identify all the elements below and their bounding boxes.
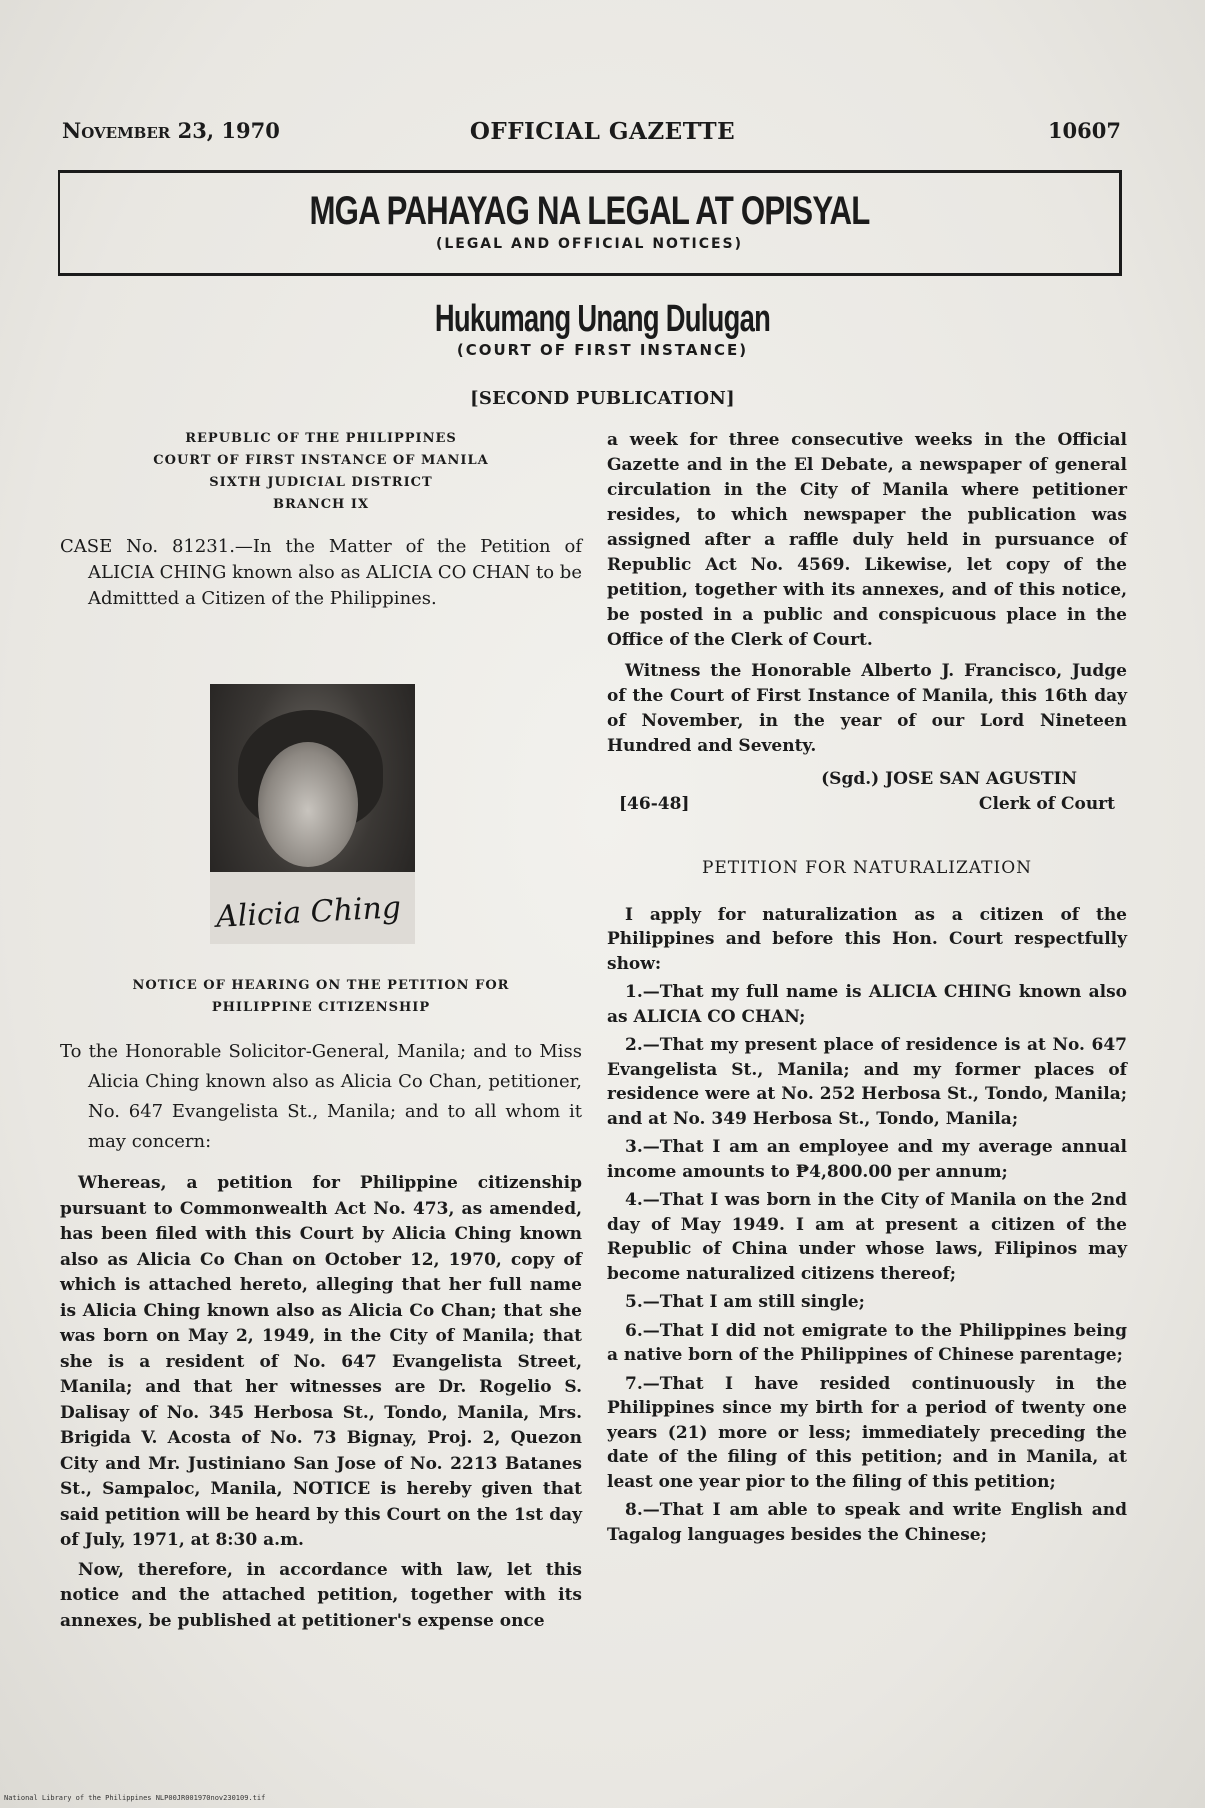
notice-continuation: a week for three consecutive weeks in the Official Gazette and in the El Debate, a newspaper of general circulation in the City of Manila where petitioner resides, to which newspaper the publication was assigned after a raffle duly held in pursuance of Republic Act No. 4569. Likewise, let copy of the petition, together with its annexes, and of this notice, be posted in a public and conspicuous place in the Office of the Clerk of Court. [607,430,1127,650]
petition-item: 2.—That my present place of residence is at No. 647 Evangelista St., Manila; and my former places of residence were at No. 252 Herbosa St., Tondo, Manila; and at No. 349 Herbosa St., Tondo, Manila; [607,1035,1127,1129]
scan-footer: National Library of the Philippines NLP00JR001970nov230109.tif [4,1794,266,1802]
publication-note: [SECOND PUBLICATION] [470,388,735,409]
notice-address: To the Honorable Solicitor-General, Manila; and to Miss Alicia Ching known also as Alicia Co Chan, petitioner, No. 647 Evangelista St., Manila; and to all whom it may concern: [60,1041,582,1152]
publication-title: OFFICIAL GAZETTE [469,118,736,145]
petition-item: 1.—That my full name is ALICIA CHING known also as ALICIA CO CHAN; [607,982,1127,1027]
clerk-title: Clerk of Court [978,793,1115,814]
issue-date: November 23, 1970 [62,118,280,143]
court-heading [0,298,1205,359]
notice-heading-line: NOTICE OF HEARING ON THE PETITION FOR [132,978,510,993]
now-therefore-paragraph: Now, therefore, in accordance with law, let this notice and the attached petition, together with its annexes, be published at petitioner's expense once [60,1559,582,1631]
court-subtitle: (COURT OF FIRST INSTANCE) [456,341,749,359]
notice-heading-line: PHILIPPINE CITIZENSHIP [211,1000,431,1015]
whereas-paragraph: Whereas, a petition for Philippine citizenship pursuant to Commonwealth Act No. 473, as amended, has been filed with this Court by Alicia Ching known also as Alicia Co Chan on October 12, 1970, copy of which is attached hereto, alleging that her full name is Alicia Ching known also as Alicia Co Chan; that she was born on May 2, 1949, in the City of Manila; that she is a resident of No. 647 Evangelista Street, Manila; and that her witnesses are Dr. Rogelio S. Dalisay of No. 345 Herbosa St., Tondo, Manila, Mrs. Brigida V. Acosta of No. 73 Bignay, Proj. 2, Quezon City and Mr. Justiniano San Jose of No. 2213 Batanes St., Sampaloc, Manila, NOTICE is hereby given that said petition will be heard by this Court on the 1st day of July, 1971, at 8:30 a.m. [60,1173,582,1550]
petition-heading: PETITION FOR NATURALIZATION [701,858,1033,878]
banner-title: MGA PAHAYAG NA LEGAL AT OPISYAL [309,189,870,233]
reference-number: [46-48] [619,793,690,814]
section-banner [58,170,1122,276]
caption-line: BRANCH IX [272,497,370,512]
caption-line: REPUBLIC OF THE PHILIPPINES [185,431,457,446]
right-column [607,428,1127,1547]
signatory: (Sgd.) JOSE SAN AGUSTIN [821,769,1077,789]
page-number: 10607 [1047,118,1121,143]
petition-item: 3.—That I am an employee and my average annual income amounts to ₱4,800.00 per annum; [607,1137,1127,1182]
petitioner-signature: Alicia Ching [215,890,402,935]
left-column-lower [60,975,582,1634]
petition-item: 8.—That I am able to speak and write English and Tagalog languages besides the Chinese; [607,1500,1127,1545]
signature-area [210,872,415,944]
signatory-block [607,792,1127,817]
petition-item: 5.—That I am still single; [625,1292,865,1312]
petition-intro: I apply for naturalization as a citizen of the Philippines and before this Hon. Court respectfully show: [607,904,1127,974]
court-title: Hukumang Unang Dulugan [434,298,771,340]
petition-item: 7.—That I have resided continuously in the Philippines since my birth for a period of twenty one years (21) more or less; immediately preceding the date of the filing of this petition; and in Manila, at least one year pior to the filing of this petition; [607,1373,1127,1492]
caption-line: SIXTH JUDICIAL DISTRICT [209,475,433,490]
photo-face [258,742,358,867]
banner-subtitle: (LEGAL AND OFFICIAL NOTICES) [435,236,744,252]
notice-heading [60,975,582,1019]
case-title: CASE No. 81231.—In the Matter of the Petition of ALICIA CHING known also as ALICIA CO CHAN to be Admittted a Citizen of the Philippines. [60,536,582,609]
petition-item: 4.—That I was born in the City of Manila on the 2nd day of May 1949. I am at present a citizen of the Republic of China under whose laws, Filipinos may become naturalized citizens thereof; [607,1190,1127,1284]
court-caption [60,428,582,516]
petitioner-photo [210,684,415,944]
witness-paragraph: Witness the Honorable Alberto J. Francisco, Judge of the Court of First Instance of Manila, this 16th day of November, in the year of our Lord Nineteen Hundred and Seventy. [607,661,1127,756]
caption-line: COURT OF FIRST INSTANCE OF MANILA [153,453,489,468]
left-column [60,428,582,612]
petition-item: 6.—That I did not emigrate to the Philippines being a native born of the Philippines of Chinese parentage; [607,1320,1127,1365]
